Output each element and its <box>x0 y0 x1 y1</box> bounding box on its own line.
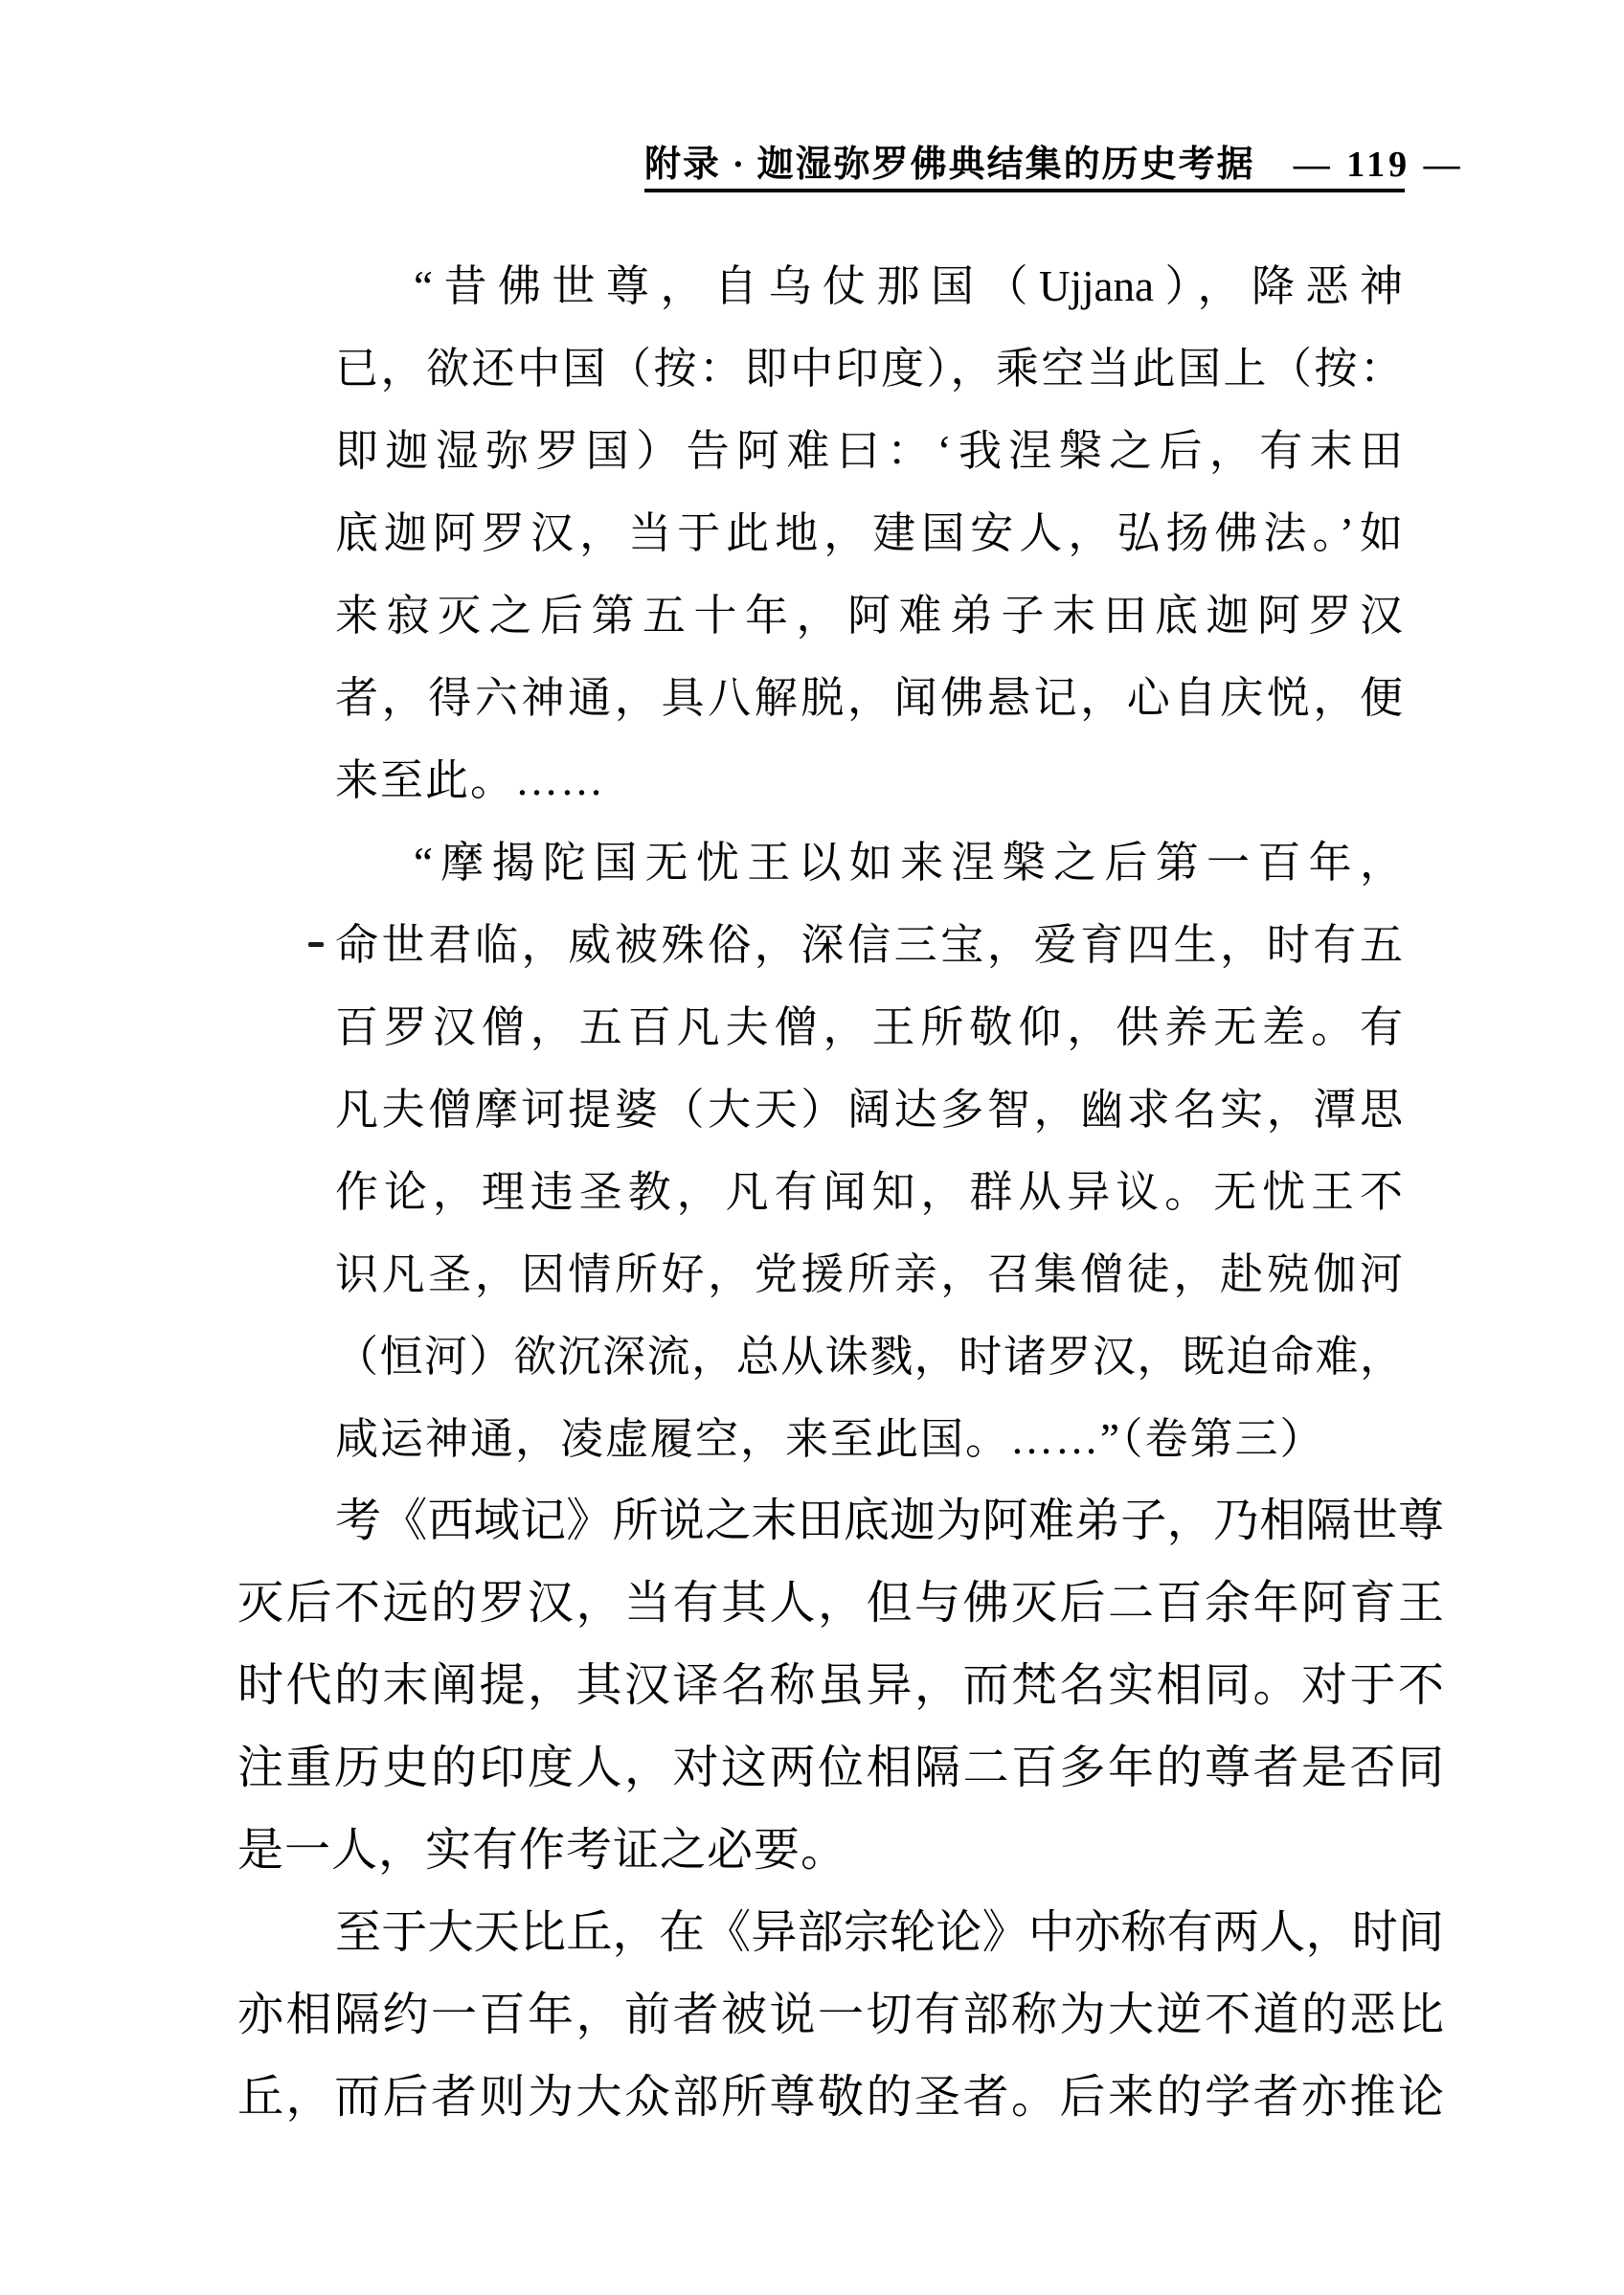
running-head <box>644 144 1464 192</box>
body-line: 至于大天比丘，在《异部宗轮论》中亦称有两人，时间 <box>335 1907 1444 1958</box>
quote-line: 已，欲还中国（按：即中印度），乘空当此国上（按： <box>335 345 1403 393</box>
quote-line: 作论，理违圣教，凡有闻知，群从异议。无忧王不 <box>335 1168 1403 1216</box>
body-line: 时代的末阐提，其汉译名称虽异，而梵名实相同。对于不 <box>237 1660 1444 1711</box>
quote-line: 来寂灭之后第五十年，阿难弟子末田底迦阿罗汉 <box>335 592 1403 640</box>
body-line: 是一人，实有作考证之必要。 <box>237 1825 848 1876</box>
quote-line: 百罗汉僧，五百凡夫僧，王所敬仰，供养无差。有 <box>335 1003 1403 1051</box>
quote-line: “摩揭陀国无忧王以如来涅槃之后第一百年， <box>414 839 1403 887</box>
body-line: 丘，而后者则为大众部所尊敬的圣者。后来的学者亦推论 <box>237 2072 1444 2123</box>
body-line: 亦相隔约一百年，前者被说一切有部称为大逆不道的恶比 <box>237 1990 1444 2040</box>
section-title: 附录 · 迦湿弥罗佛典结集的历史考据 <box>644 145 1255 185</box>
quote-line: 咸运神通，凌虚履空，来至此国。……”（卷第三） <box>335 1415 1325 1463</box>
quote-line: “昔佛世尊，自乌仗那国（Ujjana），降恶神 <box>414 262 1403 310</box>
quote-line: 凡夫僧摩诃提婆（大天）阔达多智，幽求名实，潭思 <box>335 1086 1403 1134</box>
quote-line: （恒河）欲沉深流，总从诛戮，时诸罗汉，既迫命难， <box>335 1333 1403 1381</box>
body-line: 考《西域记》所说之末田底迦为阿难弟子，乃相隔世尊 <box>335 1496 1444 1546</box>
body-line: 注重历史的印度人，对这两位相隔二百多年的尊者是否同 <box>237 1743 1444 1793</box>
page-number: — 119 — <box>1293 145 1464 185</box>
quote-line: 来至此。…… <box>335 756 606 804</box>
quote-line: 底迦阿罗汉，当于此地，建国安人，弘扬佛法。’如 <box>335 509 1403 557</box>
quote-line: 者，得六神通，具八解脱，闻佛悬记，心自庆悦，便 <box>335 674 1403 722</box>
page-body <box>0 245 1624 2139</box>
quote-line: 命世君临，威被殊俗，深信三宝，爱育四生，时有五 <box>335 921 1403 969</box>
quote-line: 识凡圣，因情所好，党援所亲，召集僧徒，赴殑伽河 <box>335 1250 1403 1298</box>
quote-line: 即迦湿弥罗国）告阿难曰：‘我涅槃之后，有末田 <box>335 427 1403 475</box>
body-line: 灭后不远的罗汉，当有其人，但与佛灭后二百余年阿育王 <box>237 1578 1444 1629</box>
